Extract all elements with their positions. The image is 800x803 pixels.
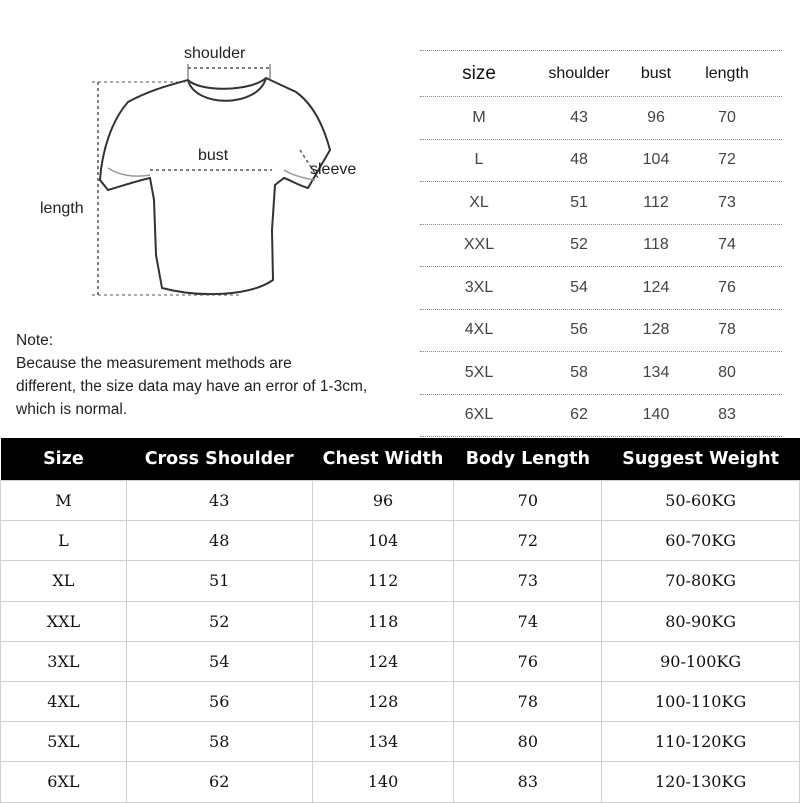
shoulder-label: shoulder xyxy=(184,45,246,62)
table-cell: 73 xyxy=(454,561,602,601)
table-row xyxy=(1,762,800,802)
table-cell: 112 xyxy=(643,193,669,211)
size-detail-table xyxy=(0,438,800,803)
table-cell: 83 xyxy=(718,406,736,424)
header-cross-shoulder: Cross Shoulder xyxy=(126,438,312,481)
table-cell: XXL xyxy=(1,601,127,641)
note-line: which is normal. xyxy=(16,401,128,418)
table-cell: 74 xyxy=(718,236,736,254)
table-cell: 83 xyxy=(454,762,602,802)
table-row xyxy=(1,681,800,721)
table-row xyxy=(420,310,782,353)
table-cell: 5XL xyxy=(1,722,127,762)
table-row xyxy=(420,267,782,310)
table-cell: M xyxy=(472,108,486,126)
table-cell: 3XL xyxy=(1,641,127,681)
table-cell: 134 xyxy=(642,363,670,381)
table-row xyxy=(420,140,782,183)
table-cell: XL xyxy=(469,193,489,211)
table-cell: 104 xyxy=(312,521,454,561)
table-cell: M xyxy=(1,481,127,521)
table-cell: 62 xyxy=(570,406,588,424)
table-cell: 112 xyxy=(312,561,454,601)
size-summary-table xyxy=(420,50,782,437)
table-cell: 50-60KG xyxy=(602,481,800,521)
table-cell: 52 xyxy=(570,236,588,254)
table-cell: 73 xyxy=(718,193,736,211)
table-cell: 80-90KG xyxy=(602,601,800,641)
table-cell: 48 xyxy=(126,521,312,561)
table-cell: 78 xyxy=(718,321,736,339)
table-cell: 54 xyxy=(570,278,588,296)
table-cell: 62 xyxy=(126,762,312,802)
table-row xyxy=(1,722,800,762)
header-size: Size xyxy=(1,438,127,481)
measurement-note xyxy=(16,329,367,421)
table-cell: 56 xyxy=(126,681,312,721)
table-cell: 6XL xyxy=(464,406,494,424)
table-cell: 51 xyxy=(570,193,588,211)
table-cell: 60-70KG xyxy=(602,521,800,561)
table-cell: 90-100KG xyxy=(602,641,800,681)
header-suggest-weight: Suggest Weight xyxy=(602,438,800,481)
table-cell: 70-80KG xyxy=(602,561,800,601)
header-bust: bust xyxy=(640,64,672,82)
table-cell: 48 xyxy=(570,151,588,169)
table-row xyxy=(420,225,782,268)
sleeve-label: sleeve xyxy=(310,161,357,178)
table-cell: 120-130KG xyxy=(602,762,800,802)
table-cell: 72 xyxy=(718,151,736,169)
note-heading: Note: xyxy=(16,332,54,349)
header-length: length xyxy=(705,64,749,82)
table-cell: 96 xyxy=(647,108,665,126)
table-cell: 100-110KG xyxy=(602,681,800,721)
table-cell: 43 xyxy=(570,108,588,126)
table-cell: 104 xyxy=(642,151,670,169)
table-cell: 78 xyxy=(454,681,602,721)
table-cell: 134 xyxy=(312,722,454,762)
table-cell: 54 xyxy=(126,641,312,681)
table-row xyxy=(420,352,782,395)
table-cell: 80 xyxy=(454,722,602,762)
header-body-length: Body Length xyxy=(454,438,602,481)
table-cell: L xyxy=(474,151,484,169)
table-cell: 51 xyxy=(126,561,312,601)
table-cell: 58 xyxy=(570,363,588,381)
table-cell: 76 xyxy=(454,641,602,681)
table-cell: XXL xyxy=(463,236,495,254)
table-row xyxy=(1,481,800,521)
table-cell: XL xyxy=(1,561,127,601)
table-cell: 4XL xyxy=(1,681,127,721)
table-row xyxy=(420,97,782,140)
note-line: different, the size data may have an error of 1-3cm, xyxy=(16,378,368,395)
size-summary-header xyxy=(420,50,782,97)
table-cell: 124 xyxy=(642,278,670,296)
table-row xyxy=(420,395,782,438)
table-cell: L xyxy=(1,521,127,561)
table-row xyxy=(1,561,800,601)
table-cell: 124 xyxy=(312,641,454,681)
tshirt-measurement-diagram xyxy=(0,30,410,320)
table-cell: 74 xyxy=(454,601,602,641)
table-cell: 76 xyxy=(718,278,736,296)
table-cell: 118 xyxy=(312,601,454,641)
table-cell: 80 xyxy=(718,363,736,381)
size-detail-header xyxy=(1,438,800,481)
bust-label: bust xyxy=(198,147,229,164)
table-cell: 96 xyxy=(312,481,454,521)
table-cell: 118 xyxy=(643,236,669,254)
table-cell: 3XL xyxy=(464,278,494,296)
table-cell: 110-120KG xyxy=(602,722,800,762)
table-cell: 6XL xyxy=(1,762,127,802)
header-chest-width: Chest Width xyxy=(312,438,454,481)
cut-off-title xyxy=(240,0,560,7)
table-cell: 72 xyxy=(454,521,602,561)
header-shoulder: shoulder xyxy=(548,64,610,82)
table-cell: 128 xyxy=(642,321,670,339)
table-cell: 128 xyxy=(312,681,454,721)
table-cell: 4XL xyxy=(464,321,494,339)
table-row xyxy=(420,182,782,225)
table-row xyxy=(1,521,800,561)
table-cell: 58 xyxy=(126,722,312,762)
table-cell: 70 xyxy=(718,108,736,126)
table-row xyxy=(1,641,800,681)
table-cell: 140 xyxy=(642,406,670,424)
table-row xyxy=(1,601,800,641)
header-size: size xyxy=(462,62,496,84)
table-cell: 43 xyxy=(126,481,312,521)
cut-off-title-glyphs xyxy=(240,0,560,7)
length-label: length xyxy=(40,200,84,217)
table-cell: 70 xyxy=(454,481,602,521)
table-cell: 5XL xyxy=(464,363,494,381)
table-cell: 140 xyxy=(312,762,454,802)
note-line: Because the measurement methods are xyxy=(16,355,292,372)
table-cell: 52 xyxy=(126,601,312,641)
table-cell: 56 xyxy=(570,321,588,339)
